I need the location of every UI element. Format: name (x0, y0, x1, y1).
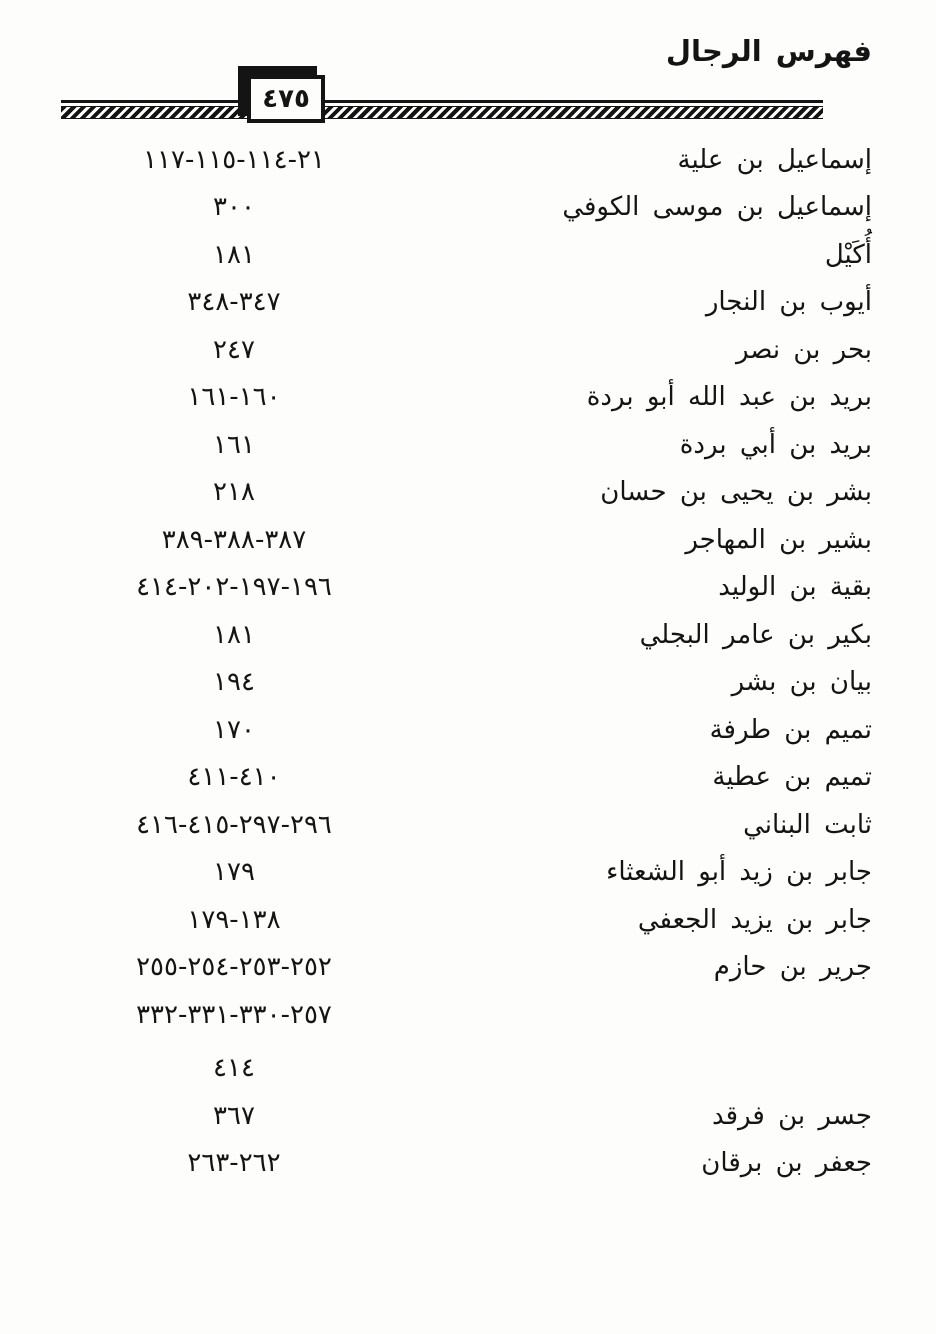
entry-name: جابر بن يزيد الجعفي (637, 904, 872, 935)
index-entry-row (0, 849, 936, 897)
entry-name: جرير بن حازم (713, 952, 872, 983)
entry-page-numbers: ٣٨٧-٣٨٨-٣٨٩ (161, 524, 307, 555)
page-number: ٤٧٥ (262, 84, 310, 114)
index-entry-row (0, 1045, 936, 1093)
entry-name: جعفر بن برقان (701, 1148, 872, 1179)
entry-name: جابر بن زيد أبو الشعثاء (606, 857, 872, 888)
index-list (0, 136, 936, 1187)
entry-page-numbers: ٢٦٢-٢٦٣ (187, 1148, 281, 1179)
entry-page-numbers: ٤١٠-٤١١ (187, 762, 281, 793)
index-entry-row (0, 944, 936, 992)
entry-page-numbers: ١٩٤ (213, 667, 255, 698)
index-entry-row (0, 754, 936, 802)
index-entry-row (0, 326, 936, 374)
index-entry-row (0, 421, 936, 469)
entry-name: بريد بن عبد الله أبو بردة (586, 382, 872, 413)
index-entry-row (0, 469, 936, 517)
entry-name: جسر بن فرقد (711, 1100, 872, 1131)
entry-name: ثابت البناني (743, 809, 872, 840)
entry-name: إسماعيل بن علية (677, 144, 872, 175)
entry-page-numbers: ٣٤٧-٣٤٨ (187, 287, 281, 318)
entry-name: بريد بن أبي بردة (679, 429, 872, 460)
entry-page-numbers: ١٨١ (213, 619, 255, 650)
entry-page-numbers: ٢٥٢-٢٥٣-٢٥٤-٢٥٥ (136, 952, 332, 983)
index-entry-row (0, 801, 936, 849)
entry-name: تميم بن طرفة (709, 714, 872, 745)
index-entry-row (0, 611, 936, 659)
entry-name: بشير بن المهاجر (685, 524, 872, 555)
index-entry-row (0, 516, 936, 564)
index-entry-row (0, 136, 936, 184)
entry-name: أُكَيْل (824, 239, 872, 270)
entry-page-numbers: ٢٩٦-٢٩٧-٤١٥-٤١٦ (136, 809, 332, 840)
index-entry-row (0, 1140, 936, 1188)
entry-page-numbers: ٢١-١١٤-١١٥-١١٧ (143, 144, 325, 175)
page-number-frame (247, 75, 325, 123)
index-entry-row (0, 896, 936, 944)
entry-page-numbers: ٣٦٧ (213, 1100, 255, 1131)
entry-name: تميم بن عطية (712, 762, 872, 793)
entry-page-numbers: ١٦١ (213, 429, 255, 460)
entry-page-numbers: ٢٥٧-٣٣٠-٣٣١-٣٣٢ (136, 999, 332, 1030)
index-entry-row (0, 991, 936, 1039)
entry-name: بكير بن عامر البجلي (639, 619, 872, 650)
index-entry-row (0, 184, 936, 232)
index-entry-row (0, 659, 936, 707)
entry-name: أيوب بن النجار (705, 287, 872, 318)
index-entry-row (0, 374, 936, 422)
entry-name: بقية بن الوليد (718, 572, 872, 603)
entry-page-numbers: ١٧٠ (213, 714, 255, 745)
entry-page-numbers: ١٧٩ (213, 857, 255, 888)
entry-page-numbers: ١٨١ (213, 239, 255, 270)
index-entry-row (0, 706, 936, 754)
index-entry-row (0, 1092, 936, 1140)
entry-page-numbers: ٢١٨ (213, 477, 255, 508)
entry-name: بحر بن نصر (735, 334, 872, 365)
entry-page-numbers: ٤١٤ (213, 1053, 255, 1084)
entry-page-numbers: ٣٠٠ (213, 192, 255, 223)
entry-name: بيان بن بشر (731, 667, 872, 698)
header-rule-hatched-band (61, 106, 823, 119)
entry-page-numbers: ١٣٨-١٧٩ (187, 904, 281, 935)
index-entry-row (0, 279, 936, 327)
entry-page-numbers: ١٩٦-١٩٧-٢٠٢-٤١٤ (136, 572, 332, 603)
entry-name: إسماعيل بن موسى الكوفي (562, 192, 872, 223)
entry-page-numbers: ١٦٠-١٦١ (187, 382, 281, 413)
entry-name: بشر بن يحيى بن حسان (600, 477, 872, 508)
header-rule-line (61, 100, 823, 103)
page-number-box (238, 66, 328, 128)
index-entry-row (0, 564, 936, 612)
page-header-title: فهرس الرجال (665, 34, 872, 68)
index-entry-row (0, 231, 936, 279)
entry-page-numbers: ٢٤٧ (213, 334, 255, 365)
